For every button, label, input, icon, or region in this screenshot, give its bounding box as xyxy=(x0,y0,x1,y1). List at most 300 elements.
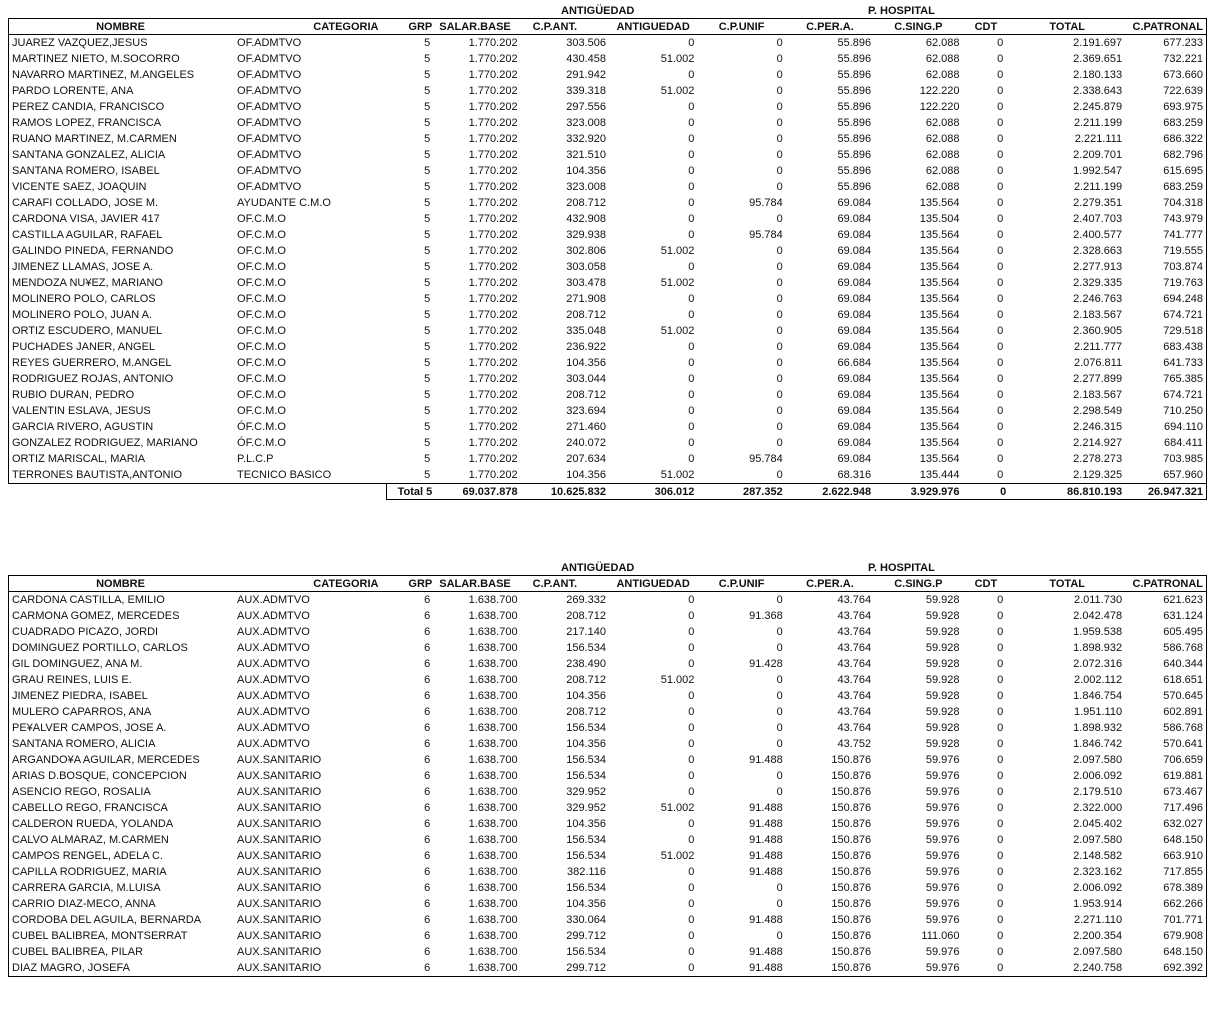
payroll-table xyxy=(8,18,1207,500)
cell-cp-unif: 0 xyxy=(776,37,783,49)
cell-salar-base: 1.638.700 xyxy=(468,642,518,654)
cell-total: 2.211.199 xyxy=(1073,181,1123,193)
table-row xyxy=(9,195,1207,211)
cell-cp-ant: 432.908 xyxy=(566,213,606,225)
cell-cdt: 0 xyxy=(997,389,1004,401)
cell-cdt: 0 xyxy=(997,594,1004,606)
table-row xyxy=(9,35,1207,52)
cell-antiguedad: 0 xyxy=(609,960,697,977)
cell-total: 2.279.351 xyxy=(1073,197,1123,209)
cell-categoria: AUX.ADMTVO xyxy=(237,690,310,702)
cell-cp-ant: 240.072 xyxy=(566,437,606,449)
cell-cdt: 0 xyxy=(997,674,1004,686)
cell-grp: 5 xyxy=(424,229,431,241)
cell-csing-p: 59.976 xyxy=(925,834,960,846)
cell-cp-ant: 291.942 xyxy=(566,69,606,81)
cell-categoria: AUX.SANITARIO xyxy=(237,882,322,894)
cell-categoria: AUX.SANITARIO xyxy=(232,960,386,977)
cell-salar-base: 1.770.202 xyxy=(468,325,518,337)
cell-antiguedad: 0 xyxy=(688,946,695,958)
column-header-row xyxy=(9,19,1207,35)
cell-total: 2.400.577 xyxy=(1073,229,1123,241)
cell-categoria: P.L.C.P xyxy=(237,453,274,465)
cell-antiguedad: 0 xyxy=(688,930,695,942)
cell-grp: 6 xyxy=(424,594,431,606)
table-row xyxy=(9,736,1207,752)
cell-cdt: 0 xyxy=(997,866,1004,878)
table-row xyxy=(9,784,1207,800)
cell-cdt: 0 xyxy=(997,197,1004,209)
cell-grp: 6 xyxy=(424,930,431,942)
cell-c-patronal: 641.733 xyxy=(1125,355,1206,371)
cell-cp-unif: 0 xyxy=(776,770,783,782)
cell-antiguedad: 0 xyxy=(688,101,695,113)
cell-csing-p: 135.564 xyxy=(919,277,960,289)
cell-salar-base: 1.638.700 xyxy=(468,786,518,798)
table-row xyxy=(9,880,1207,896)
group-header-antiguedad: ANTIGÜEDAD xyxy=(561,5,635,17)
cell-cp-ant: 104.356 xyxy=(566,898,606,910)
cell-cp-unif: 91.488 xyxy=(749,850,783,862)
cell-salar-base: 1.638.700 xyxy=(468,706,518,718)
cell-total: 2.245.879 xyxy=(1073,101,1123,113)
cell-csing-p: 62.088 xyxy=(925,133,960,145)
cell-c-patronal: 684.411 xyxy=(1125,435,1206,451)
cell-csing-p: 59.976 xyxy=(925,866,960,878)
cell-total: 2.329.335 xyxy=(1073,277,1123,289)
cell-c-patronal: 683.259 xyxy=(1125,115,1206,131)
cell-nombre: GALINDO PINEDA, FERNANDO xyxy=(9,243,233,259)
cell-antiguedad: 0 xyxy=(688,261,695,273)
cell-cper-a: 69.084 xyxy=(837,309,872,321)
cell-c-patronal: 722.639 xyxy=(1125,83,1206,99)
cell-salar-base: 1.770.202 xyxy=(468,261,518,273)
cell-cp-unif: 0 xyxy=(776,325,783,337)
cell-nombre: CUADRADO PICAZO, JORDI xyxy=(9,624,233,640)
cell-cp-ant: 271.908 xyxy=(566,293,606,305)
cell-total: 2.191.697 xyxy=(1073,37,1123,49)
cell-csing-p: 59.928 xyxy=(925,594,960,606)
cell-cper-a: 43.764 xyxy=(837,706,872,718)
cell-cper-a: 69.084 xyxy=(837,229,872,241)
table-row xyxy=(9,323,1207,339)
cell-cp-unif: 0 xyxy=(776,421,783,433)
column-header-c-patronal: C.PATRONAL xyxy=(1125,19,1206,35)
cell-categoria: AUX.SANITARIO xyxy=(237,866,322,878)
cell-c-patronal: 706.659 xyxy=(1125,752,1206,768)
cell-antiguedad: 0 xyxy=(688,786,695,798)
cell-salar-base: 1.770.202 xyxy=(468,277,518,289)
cell-cp-ant: 382.116 xyxy=(567,866,606,878)
cell-grp: 5 xyxy=(424,373,431,385)
cell-nombre: JIMENEZ LLAMAS, JOSE A. xyxy=(9,259,233,275)
cell-csing-p: 59.976 xyxy=(925,818,960,830)
column-header-csing-p: C.SING.P xyxy=(874,576,962,592)
cell-grp: 6 xyxy=(424,866,431,878)
table-row xyxy=(9,832,1207,848)
table-row xyxy=(9,624,1207,640)
cell-antiguedad: 0 xyxy=(688,722,695,734)
cell-c-patronal: 732.221 xyxy=(1125,51,1206,67)
total-cper-a: 2.622.948 xyxy=(786,484,874,500)
cell-cdt: 0 xyxy=(997,658,1004,670)
cell-cper-a: 55.896 xyxy=(837,117,872,129)
cell-antiguedad: 0 xyxy=(688,165,695,177)
table-row xyxy=(9,131,1207,147)
column-header-row xyxy=(9,576,1207,592)
cell-nombre: ASENCIO REGO, ROSALIA xyxy=(9,784,233,800)
cell-csing-p: 59.976 xyxy=(925,770,960,782)
cell-salar-base: 1.638.700 xyxy=(468,770,518,782)
column-header-antiguedad: ANTIGUEDAD xyxy=(609,576,697,592)
cell-csing-p: 59.976 xyxy=(925,754,960,766)
table-row xyxy=(9,355,1207,371)
cell-categoria: AUX.ADMTVO xyxy=(237,610,310,622)
cell-cper-a: 69.084 xyxy=(837,261,872,273)
cell-total: 1.992.547 xyxy=(1073,165,1123,177)
cell-grp: 5 xyxy=(424,69,431,81)
cell-csing-p: 62.088 xyxy=(925,37,960,49)
cell-antiguedad: 0 xyxy=(688,341,695,353)
cell-cp-unif: 0 xyxy=(776,149,783,161)
cell-grp: 6 xyxy=(424,786,431,798)
group-header-p-hospital: P. HOSPITAL xyxy=(868,5,935,17)
cell-csing-p: 135.564 xyxy=(919,229,960,241)
cell-total: 2.338.643 xyxy=(1073,85,1123,97)
cell-cper-a: 150.876 xyxy=(831,946,872,958)
cell-csing-p: 135.564 xyxy=(919,405,960,417)
cell-c-patronal: 683.438 xyxy=(1125,339,1206,355)
cell-nombre: JUAREZ VAZQUEZ,JESUS xyxy=(9,35,233,52)
cell-antiguedad: 0 xyxy=(688,754,695,766)
cell-total: 2.277.899 xyxy=(1073,373,1123,385)
cell-cp-unif: 0 xyxy=(776,309,783,321)
cell-salar-base: 1.638.700 xyxy=(468,946,518,958)
cell-total: 2.076.811 xyxy=(1073,357,1123,369)
cell-csing-p: 62.088 xyxy=(925,117,960,129)
cell-categoria: AUX.SANITARIO xyxy=(237,850,322,862)
table-body xyxy=(9,35,1207,484)
cell-categoria: OF.C.M.O xyxy=(237,213,286,225)
cell-cper-a: 150.876 xyxy=(831,898,872,910)
cell-salar-base: 1.638.700 xyxy=(468,834,518,846)
cell-salar-base: 1.638.700 xyxy=(468,882,518,894)
cell-cp-ant: 332.920 xyxy=(566,133,606,145)
cell-nombre: PUCHADES JANER, ANGEL xyxy=(9,339,233,355)
cell-cdt: 0 xyxy=(997,818,1004,830)
column-header-total: TOTAL xyxy=(1009,576,1125,592)
cell-cper-a: 69.084 xyxy=(837,277,872,289)
cell-cp-ant: 329.952 xyxy=(566,802,606,814)
cell-cper-a: 55.896 xyxy=(837,37,872,49)
cell-cper-a: 55.896 xyxy=(837,101,872,113)
cell-c-patronal: 602.891 xyxy=(1125,704,1206,720)
cell-nombre: ORTIZ ESCUDERO, MANUEL xyxy=(9,323,233,339)
total-total: 86.810.193 xyxy=(1009,484,1125,500)
cell-nombre: NAVARRO MARTINEZ, M.ANGELES xyxy=(9,67,233,83)
cell-total: 2.369.651 xyxy=(1073,53,1123,65)
cell-csing-p: 59.928 xyxy=(925,674,960,686)
cell-csing-p: 59.928 xyxy=(925,658,960,670)
cell-total: 2.200.354 xyxy=(1073,930,1123,942)
cell-nombre: CALVO ALMARAZ, M.CARMEN xyxy=(9,832,233,848)
cell-categoria: OF.ADMTVO xyxy=(237,53,302,65)
cell-csing-p: 59.928 xyxy=(925,722,960,734)
cell-cper-a: 150.876 xyxy=(831,786,872,798)
cell-c-patronal: 621.623 xyxy=(1125,592,1206,609)
cell-categoria: AUX.ADMTVO xyxy=(237,706,310,718)
column-header-grp: GRP xyxy=(386,576,435,592)
cell-csing-p: 59.976 xyxy=(925,882,960,894)
cell-antiguedad: 51.002 xyxy=(660,85,695,97)
cell-categoria: OF.C.M.O xyxy=(237,309,286,321)
cell-nombre: PEREZ CANDIA, FRANCISCO xyxy=(9,99,233,115)
cell-categoria: AUX.SANITARIO xyxy=(237,802,322,814)
cell-cdt: 0 xyxy=(997,754,1004,766)
table-row xyxy=(9,259,1207,275)
cell-categoria: OF.ADMTVO xyxy=(237,149,302,161)
cell-cp-unif: 91.368 xyxy=(749,610,783,622)
cell-cdt: 0 xyxy=(997,930,1004,942)
cell-nombre: MULERO CAPARROS, ANA xyxy=(9,704,233,720)
cell-grp: 6 xyxy=(424,914,431,926)
cell-cp-ant: 302.806 xyxy=(566,245,606,257)
cell-categoria: AUX.ADMTVO xyxy=(237,642,310,654)
cell-cp-unif: 0 xyxy=(776,357,783,369)
cell-cp-unif: 0 xyxy=(776,405,783,417)
table-row xyxy=(9,960,1207,977)
cell-cp-ant: 297.556 xyxy=(566,101,606,113)
cell-cp-unif: 91.488 xyxy=(749,754,783,766)
cell-c-patronal: 632.027 xyxy=(1125,816,1206,832)
cell-cp-unif: 0 xyxy=(776,117,783,129)
cell-categoria: OF.C.M.O xyxy=(237,405,286,417)
group-header-p-hospital: P. HOSPITAL xyxy=(868,562,935,574)
cell-nombre: PARDO LORENTE, ANA xyxy=(9,83,233,99)
cell-total: 2.180.133 xyxy=(1073,69,1123,81)
cell-cp-unif: 0 xyxy=(776,437,783,449)
cell-c-patronal: 640.344 xyxy=(1125,656,1206,672)
total-cp-unif: 287.352 xyxy=(697,484,785,500)
column-header-cp-ant: C.P.ANT. xyxy=(521,19,609,35)
cell-cdt: 0 xyxy=(997,309,1004,321)
cell-grp: 6 xyxy=(424,722,431,734)
cell-cp-unif: 0 xyxy=(776,626,783,638)
cell-categoria: ÓF.C.M.O xyxy=(237,421,286,433)
cell-cdt: 0 xyxy=(997,882,1004,894)
cell-antiguedad: 0 xyxy=(688,610,695,622)
cell-antiguedad: 51.002 xyxy=(660,325,695,337)
cell-nombre: CABELLO REGO, FRANCISCA xyxy=(9,800,233,816)
cell-grp: 6 xyxy=(424,738,431,750)
cell-categoria: AUX.ADMTVO xyxy=(237,626,310,638)
cell-c-patronal: 631.124 xyxy=(1125,608,1206,624)
cell-cper-a: 55.896 xyxy=(837,85,872,97)
cell-antiguedad: 51.002 xyxy=(660,674,695,686)
cell-cper-a: 43.764 xyxy=(837,642,872,654)
cell-c-patronal: 674.721 xyxy=(1125,307,1206,323)
cell-cp-ant: 236.922 xyxy=(566,341,606,353)
cell-cdt: 0 xyxy=(997,181,1004,193)
table-row xyxy=(9,163,1207,179)
cell-cper-a: 55.896 xyxy=(837,133,872,145)
cell-antiguedad: 0 xyxy=(688,834,695,846)
table-row xyxy=(9,435,1207,451)
cell-grp: 6 xyxy=(424,690,431,702)
table-row xyxy=(9,800,1207,816)
cell-cp-ant: 303.478 xyxy=(566,277,606,289)
cell-nombre: SANTANA ROMERO, ISABEL xyxy=(9,163,233,179)
cell-categoria: OF.ADMTVO xyxy=(237,133,302,145)
cell-cp-ant: 156.534 xyxy=(566,722,606,734)
cell-cper-a: 69.084 xyxy=(837,373,872,385)
cell-grp: 6 xyxy=(424,850,431,862)
cell-total: 2.042.478 xyxy=(1073,610,1123,622)
cell-cdt: 0 xyxy=(997,946,1004,958)
cell-grp: 6 xyxy=(424,834,431,846)
cell-total: 2.006.092 xyxy=(1073,770,1123,782)
cell-antiguedad: 0 xyxy=(688,738,695,750)
cell-categoria: OF.C.M.O xyxy=(237,357,286,369)
cell-cdt: 0 xyxy=(997,437,1004,449)
cell-categoria: OF.C.M.O xyxy=(237,277,286,289)
cell-csing-p: 135.504 xyxy=(919,213,960,225)
table-row xyxy=(9,608,1207,624)
cell-csing-p: 62.088 xyxy=(925,165,960,177)
table-row xyxy=(9,83,1207,99)
cell-grp: 6 xyxy=(424,626,431,638)
cell-nombre: GARCIA RIVERO, AGUSTIN xyxy=(9,419,233,435)
cell-cp-ant: 208.712 xyxy=(566,706,606,718)
cell-csing-p: 135.564 xyxy=(919,389,960,401)
cell-cp-ant: 238.490 xyxy=(566,658,606,670)
cell-csing-p: 135.564 xyxy=(919,309,960,321)
cell-antiguedad: 0 xyxy=(688,309,695,321)
cell-cp-unif: 0 xyxy=(776,101,783,113)
cell-categoria: AYUDANTE C.M.O xyxy=(237,197,331,209)
column-header-csing-p: C.SING.P xyxy=(874,19,962,35)
cell-nombre: TERRONES BAUTISTA,ANTONIO xyxy=(9,467,233,484)
cell-cp-unif: 0 xyxy=(697,467,785,484)
cell-cp-ant: 156.534 xyxy=(566,834,606,846)
cell-antiguedad: 0 xyxy=(688,213,695,225)
cell-cp-unif: 0 xyxy=(776,738,783,750)
cell-total: 2.240.758 xyxy=(1009,960,1125,977)
table-row xyxy=(9,592,1207,609)
cell-cdt: 0 xyxy=(997,213,1004,225)
payroll-table-group-6 xyxy=(8,561,1208,977)
cell-c-patronal: 703.985 xyxy=(1125,451,1206,467)
table-row xyxy=(9,912,1207,928)
cell-salar-base: 1.638.700 xyxy=(468,818,518,830)
cell-grp: 6 xyxy=(386,960,435,977)
cell-cdt: 0 xyxy=(997,738,1004,750)
cell-cp-unif: 91.488 xyxy=(749,802,783,814)
cell-cp-ant: 269.332 xyxy=(566,594,606,606)
cell-c-patronal: 674.721 xyxy=(1125,387,1206,403)
cell-categoria: AUX.ADMTVO xyxy=(237,658,310,670)
cell-cper-a: 150.876 xyxy=(786,960,874,977)
cell-cper-a: 43.752 xyxy=(837,738,872,750)
cell-cp-ant: 330.064 xyxy=(566,914,606,926)
cell-csing-p: 135.564 xyxy=(919,261,960,273)
cell-cdt: 0 xyxy=(997,642,1004,654)
cell-nombre: CARMONA GOMEZ, MERCEDES xyxy=(9,608,233,624)
table-row xyxy=(9,752,1207,768)
cell-nombre: DOMINGUEZ PORTILLO, CARLOS xyxy=(9,640,233,656)
cell-grp: 5 xyxy=(424,405,431,417)
cell-c-patronal: 677.233 xyxy=(1125,35,1206,52)
cell-cper-a: 69.084 xyxy=(837,453,872,465)
column-header-cper-a: C.PER.A. xyxy=(786,19,874,35)
table-row xyxy=(9,419,1207,435)
table-row xyxy=(9,688,1207,704)
cell-cper-a: 43.764 xyxy=(837,610,872,622)
cell-categoria: OF.ADMTVO xyxy=(237,69,302,81)
cell-c-patronal: 686.322 xyxy=(1125,131,1206,147)
cell-categoria: OF.C.M.O xyxy=(237,325,286,337)
cell-nombre: CARDONA VISA, JAVIER 417 xyxy=(9,211,233,227)
cell-cp-ant: 156.534 xyxy=(566,850,606,862)
cell-cdt: 0 xyxy=(997,770,1004,782)
cell-antiguedad: 0 xyxy=(688,914,695,926)
table-row xyxy=(9,371,1207,387)
cell-cper-a: 69.084 xyxy=(837,421,872,433)
table-row xyxy=(9,115,1207,131)
cell-salar-base: 1.770.202 xyxy=(468,197,518,209)
cell-cp-ant: 208.712 xyxy=(566,309,606,321)
cell-cper-a: 43.764 xyxy=(837,626,872,638)
table-row xyxy=(9,816,1207,832)
cell-csing-p: 59.928 xyxy=(925,738,960,750)
cell-c-patronal: 570.645 xyxy=(1125,688,1206,704)
cell-cp-ant: 299.712 xyxy=(566,930,606,942)
cell-salar-base: 1.638.700 xyxy=(468,866,518,878)
cell-salar-base: 1.638.700 xyxy=(468,690,518,702)
cell-total: 1.951.110 xyxy=(1073,706,1123,718)
cell-csing-p: 62.088 xyxy=(925,53,960,65)
cell-salar-base: 1.770.202 xyxy=(468,229,518,241)
cell-cdt: 0 xyxy=(997,357,1004,369)
cell-c-patronal: 657.960 xyxy=(1125,467,1206,484)
cell-cper-a: 43.764 xyxy=(837,690,872,702)
cell-total: 2.006.092 xyxy=(1073,882,1123,894)
cell-c-patronal: 741.777 xyxy=(1125,227,1206,243)
cell-categoria: OF.C.M.O xyxy=(237,389,286,401)
cell-cp-unif: 0 xyxy=(776,181,783,193)
table-row xyxy=(9,467,1207,484)
cell-cp-unif: 0 xyxy=(776,261,783,273)
cell-csing-p: 135.444 xyxy=(874,467,962,484)
cell-grp: 5 xyxy=(424,245,431,257)
cell-csing-p: 59.928 xyxy=(925,706,960,718)
cell-cp-unif: 91.488 xyxy=(749,818,783,830)
cell-categoria: OF.ADMTVO xyxy=(237,181,302,193)
cell-csing-p: 135.564 xyxy=(919,373,960,385)
cell-grp: 5 xyxy=(424,277,431,289)
cell-csing-p: 59.976 xyxy=(925,802,960,814)
cell-cdt: 0 xyxy=(997,786,1004,798)
cell-csing-p: 135.564 xyxy=(919,325,960,337)
cell-cper-a: 69.084 xyxy=(837,213,872,225)
cell-cp-ant: 339.318 xyxy=(566,85,606,97)
cell-cp-unif: 0 xyxy=(776,213,783,225)
cell-total: 2.148.582 xyxy=(1073,850,1123,862)
cell-cp-unif: 0 xyxy=(776,293,783,305)
cell-csing-p: 111.060 xyxy=(921,930,960,942)
cell-antiguedad: 0 xyxy=(688,437,695,449)
table-row xyxy=(9,656,1207,672)
